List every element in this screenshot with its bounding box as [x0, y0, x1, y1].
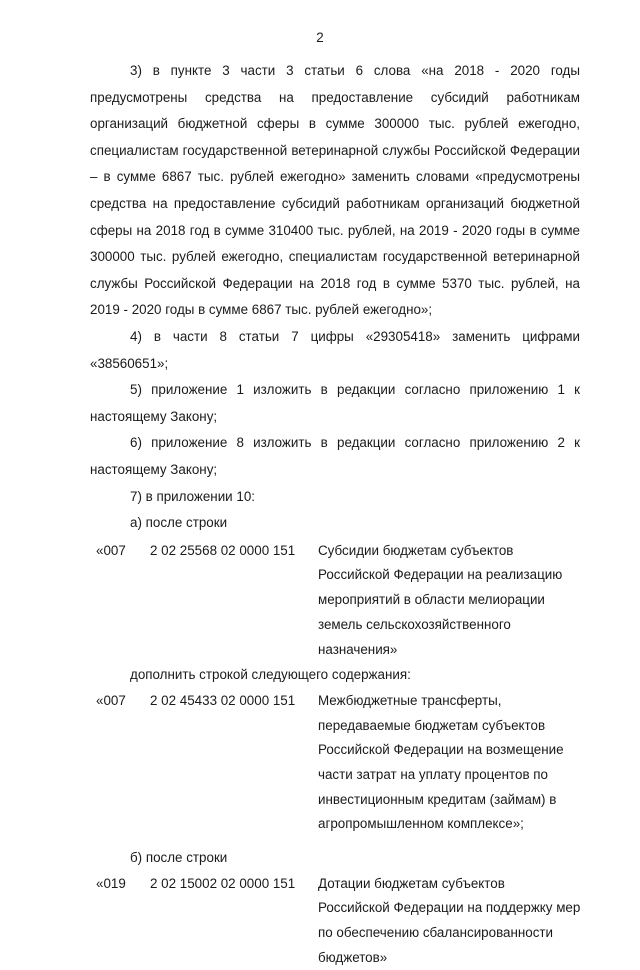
paragraph-item-5: 5) приложение 1 изложить в редакции согласно приложению 1 к настоящему Закону; — [90, 382, 580, 424]
paragraph-item-3: 3) в пункте 3 части 3 статьи 6 слова «на 2018 - 2020 годы предусмотрены средства на предоставление субсидий работникам организаций бюджетной сферы в сумме 300000 тыс. рублей ежегодно, специалистам государственной ветеринарной службы Российской Федерации – в сумме 6867 тыс. рублей ежегодно» заменить словами «предусмотрены средства на предоставление субсидий работникам организаций бюджетной сферы на 2018 год в сумме 310400 тыс. рублей, на 2019 - 2020 годы в сумме 300000 тыс. рублей ежегодно, специалистам государственной ветеринарной службы Российской Федерации на 2018 год в сумме 5370 тыс. рублей, на 2019 - 2020 годы в сумме 6867 тыс. рублей ежегодно»; — [90, 63, 580, 318]
document-body — [90, 58, 580, 970]
description-line: Межбюджетные трансферты, — [318, 692, 502, 708]
budget-code-row — [90, 539, 580, 663]
description-line: инвестиционным кредитам (займам) в — [318, 791, 557, 807]
description-line: по обеспечению сбалансированности — [318, 925, 554, 941]
classification-code: 2 02 25568 02 0000 151 — [150, 542, 296, 558]
budget-code-row — [90, 689, 580, 837]
paragraph-item-4: 4) в части 8 статьи 7 цифры «29305418» заменить цифрами «38560651»; — [90, 328, 580, 371]
description-line: земель сельскохозяйственного — [318, 616, 511, 632]
description-line: Российской Федерации на поддержку мер — [318, 900, 581, 916]
subitem-b: б) после строки — [130, 850, 228, 866]
paragraph-item-6: 6) приложение 8 изложить в редакции согласно приложению 2 к настоящему Закону; — [90, 435, 580, 477]
budget-code-row — [90, 872, 580, 970]
description-line: агропромышленном комплексе»; — [318, 816, 524, 832]
description-line: бюджетов» — [318, 949, 388, 965]
paragraph-item-7: 7) в приложении 10: — [130, 488, 255, 504]
code-description — [318, 872, 580, 970]
subitem-a: а) после строки — [130, 515, 228, 531]
add-row-instruction: дополнить строкой следующего содержания: — [130, 667, 411, 683]
admin-code: «007 — [96, 692, 126, 708]
description-line: Дотации бюджетам субъектов — [318, 875, 505, 891]
description-line: Субсидии бюджетам субъектов — [318, 542, 514, 558]
description-line: Российской Федерации на возмещение — [318, 742, 564, 758]
code-description — [318, 689, 580, 837]
classification-code: 2 02 45433 02 0000 151 — [150, 692, 296, 708]
description-line: мероприятий в области мелиорации — [318, 592, 545, 608]
admin-code: «007 — [96, 542, 126, 558]
description-line: части затрат на уплату процентов по — [318, 766, 548, 782]
classification-code: 2 02 15002 02 0000 151 — [150, 875, 296, 891]
description-line: передаваемые бюджетам субъектов — [318, 717, 546, 733]
description-line: назначения» — [318, 641, 398, 657]
page-number: 2 — [316, 30, 324, 45]
description-line: Российской Федерации на реализацию — [318, 567, 563, 583]
admin-code: «019 — [96, 875, 126, 891]
code-description — [318, 539, 580, 663]
